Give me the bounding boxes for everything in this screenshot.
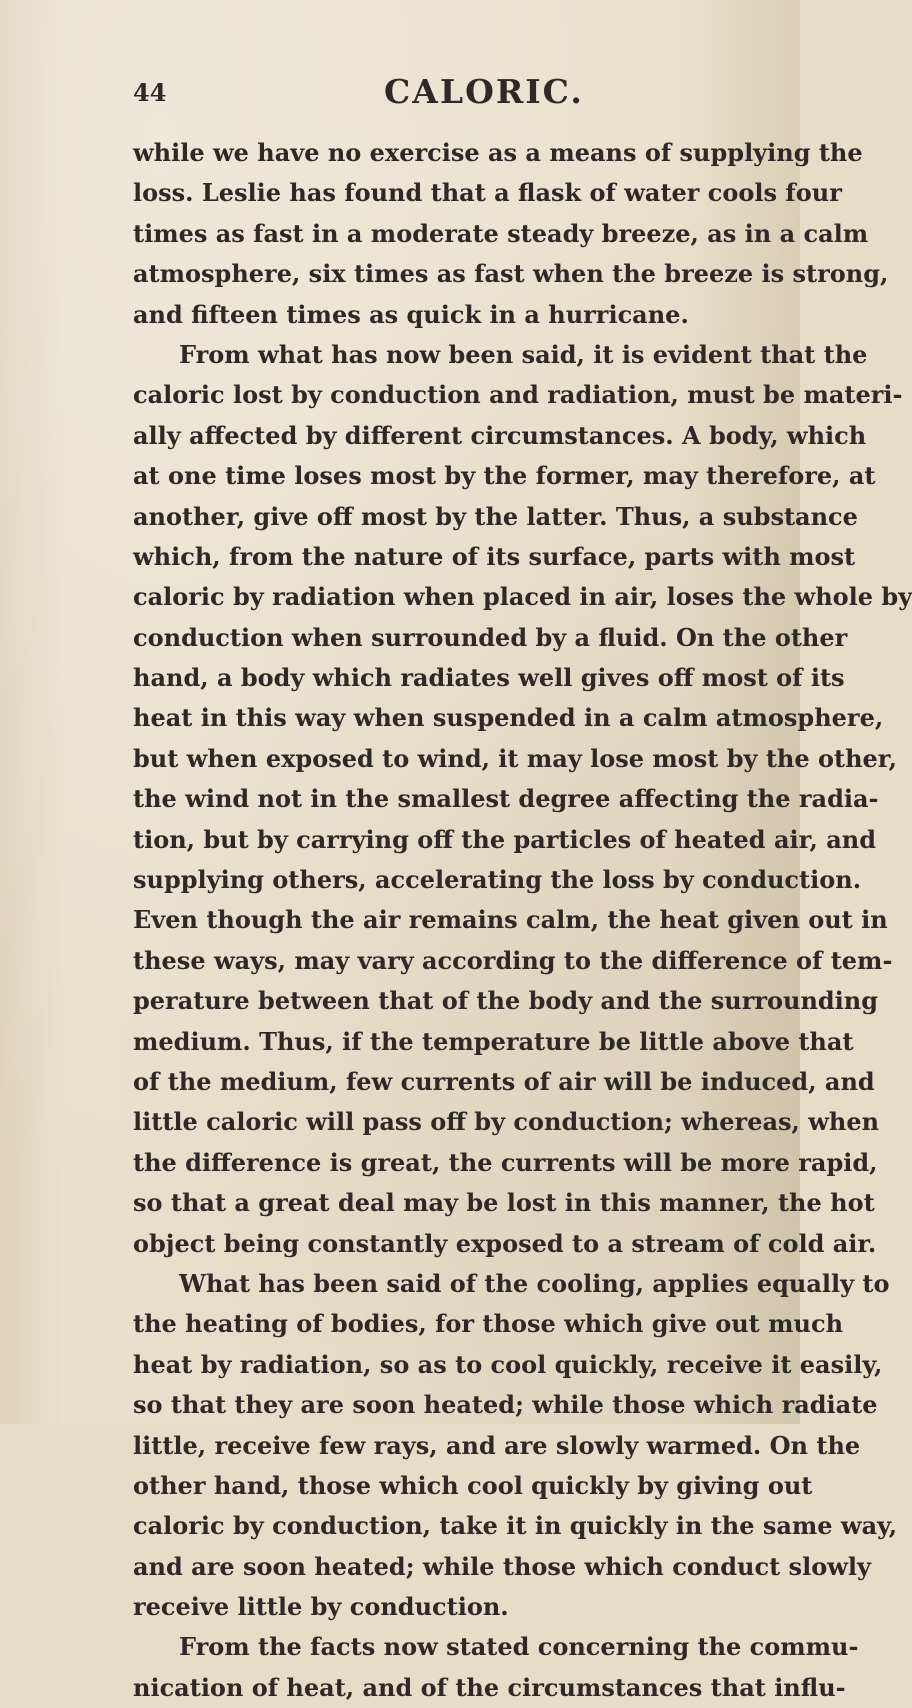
text-line: heat in this way when suspended in a calm atmosphere, <box>133 703 884 733</box>
page-header <box>133 72 593 112</box>
text-line: these ways, may vary according to the difference of tem- <box>133 945 893 975</box>
text-line: and are soon heated; while those which conduct slowly <box>133 1551 871 1581</box>
page-number: 44 <box>133 78 167 107</box>
text-line: the heating of bodies, for those which give out much <box>133 1309 844 1339</box>
text-line: so that a great deal may be lost in this manner, the hot <box>133 1188 875 1218</box>
text-line: caloric lost by conduction and radiation, must be materi- <box>133 380 903 410</box>
text-line: conduction when surrounded by a fluid. On the other <box>133 622 848 652</box>
text-line: What has been said of the cooling, applies equally to <box>179 1268 890 1298</box>
text-line: and fifteen times as quick in a hurricane. <box>133 299 689 329</box>
running-head: CALORIC. <box>384 72 584 111</box>
text-line: another, give off most by the latter. Thus, a substance <box>133 501 858 531</box>
text-line: times as fast in a moderate steady breeze, as in a calm <box>133 218 869 248</box>
text-line: other hand, those which cool quickly by giving out <box>133 1470 813 1500</box>
text-line: medium. Thus, if the temperature be little above that <box>133 1026 854 1056</box>
text-line: at one time loses most by the former, may therefore, at <box>133 461 876 491</box>
text-line: atmosphere, six times as fast when the breeze is strong, <box>133 259 889 289</box>
text-line: which, from the nature of its surface, parts with most <box>133 541 856 571</box>
text-line: nication of heat, and of the circumstances that influ- <box>133 1672 846 1702</box>
text-line: heat by radiation, so as to cool quickly, receive it easily, <box>133 1349 883 1379</box>
text-line: loss. Leslie has found that a flask of water cools four <box>133 178 842 208</box>
text-line: the wind not in the smallest degree affecting the radia- <box>133 784 879 814</box>
text-line: but when exposed to wind, it may lose most by the other, <box>133 743 898 773</box>
text-line: the difference is great, the currents will be more rapid, <box>133 1147 878 1177</box>
text-line: ally affected by different circumstances. A body, which <box>133 420 867 450</box>
text-line: hand, a body which radiates well gives off most of its <box>133 663 845 693</box>
body-text <box>133 133 912 1708</box>
text-line: while we have no exercise as a means of supplying the <box>133 138 863 167</box>
text-line: little, receive few rays, and are slowly warmed. On the <box>133 1430 861 1460</box>
text-line: so that they are soon heated; while those which radiate <box>133 1390 878 1420</box>
text-line: perature between that of the body and the surrounding <box>133 986 879 1016</box>
text-line: object being constantly exposed to a stream of cold air. <box>133 1228 877 1258</box>
text-line: caloric by conduction, take it in quickly in the same way, <box>133 1511 898 1541</box>
text-line: receive little by conduction. <box>133 1592 509 1622</box>
text-line: From the facts now stated concerning the commu- <box>179 1632 859 1662</box>
text-line: Even though the air remains calm, the heat given out in <box>133 905 888 935</box>
text-line: caloric by radiation when placed in air, loses the whole by <box>133 582 912 612</box>
text-line: supplying others, accelerating the loss by conduction. <box>133 865 862 895</box>
text-line: tion, but by carrying off the particles of heated air, and <box>133 824 877 854</box>
text-line: From what has now been said, it is evident that the <box>179 339 868 369</box>
text-line: little caloric will pass off by conduction; whereas, when <box>133 1107 880 1137</box>
text-line: of the medium, few currents of air will be induced, and <box>133 1066 875 1096</box>
